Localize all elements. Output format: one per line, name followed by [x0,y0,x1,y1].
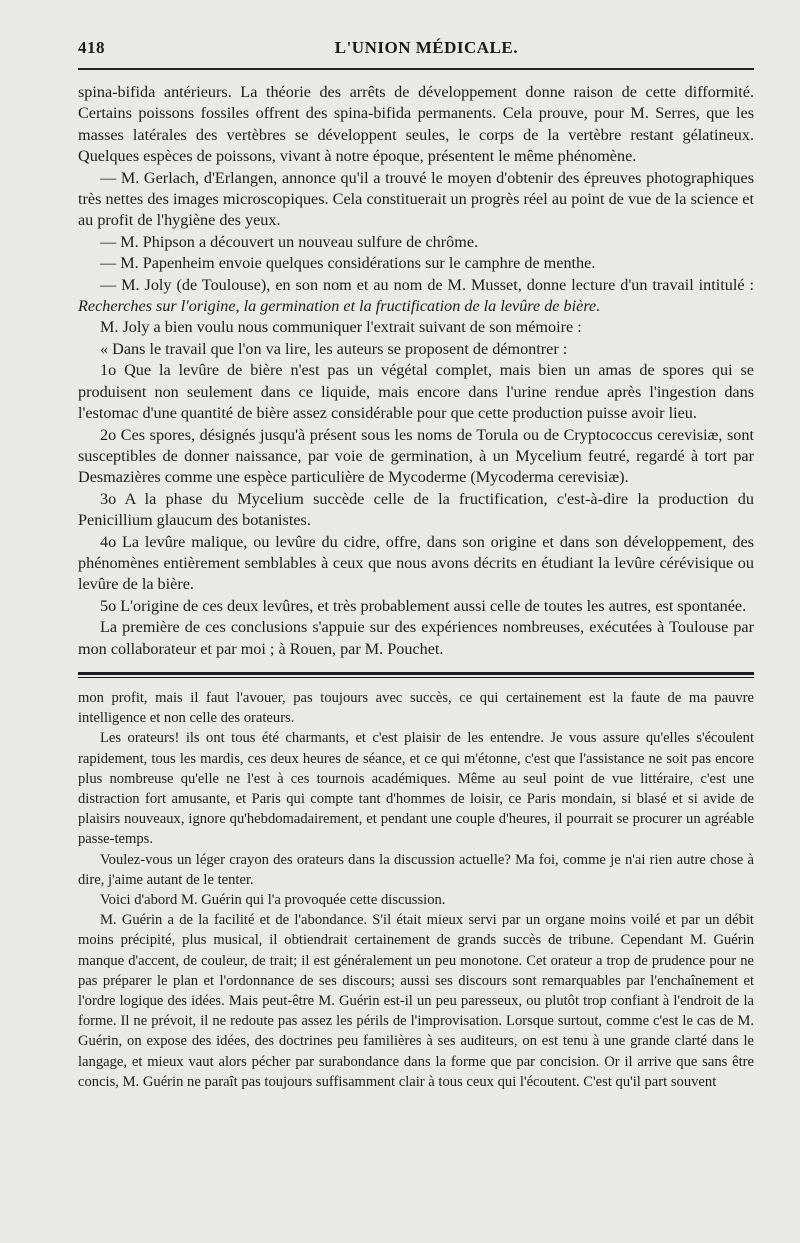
paragraph: 2o Ces spores, désignés jusqu'à présent sous les noms de Torula ou de Cryptococcus cerevisiæ, sont susceptibles de donner naissance, par voie de germination, à un Mycelium feutré, regardé à tort par Desmazières comme une espèce particulière de Mycoderme (Mycoderma cerevisiæ). [78,425,754,487]
academy-report [78,82,754,660]
paragraph: Voici d'abord M. Guérin qui l'a provoquée cette discussion. [100,892,446,908]
journal-title: L'UNION MÉDICALE. [334,38,518,57]
paragraph: 5o L'origine de ces deux levûres, et très probablement aussi celle de toutes les autres, est spontanée. [100,596,747,615]
paragraph-joly [78,275,754,318]
paragraph: « Dans le travail que l'on va lire, les auteurs se proposent de démontrer : [100,339,568,358]
paragraph: — M. Papenheim envoie quelques considérations sur le camphre de menthe. [100,254,596,273]
paragraph: M. Joly a bien voulu nous communiquer l'extrait suivant de son mémoire : [100,318,582,337]
paragraph: — M. Phipson a découvert un nouveau sulfure de chrôme. [100,232,479,251]
paragraph: 4o La levûre malique, ou levûre du cidre, offre, dans son origine et dans son développement, des phénomènes entièrement semblables à ceux que nous avons décrits en étudiant la levûre cérévisique ou levûre de la bière. [78,532,754,594]
paragraph: Les orateurs! ils ont tous été charmants, et c'est plaisir de les entendre. Je vous assure qu'elles s'écoulent rapidement, tous les mardis, ces deux heures de séance, et ce qui m'étonne, c'est que l'assistance ne soit pas encore plus nombreuse qu'elle ne l'est à ces tournois académiques. Même au seul point de vue littéraire, c'est une distraction fort amusante, et Paris qui compte tant d'hommes de loisir, ce Paris mondain, si blasé et si avide de plaisirs nouveaux, ignore qu'hebdomadairement, et pendant une couple d'heures, il pourrait se procurer un agréable passe-temps. [78,730,754,848]
paragraph: 3o A la phase du Mycelium succède celle de la fructification, c'est-à-dire la production du Penicillium glaucum des botanistes. [78,489,754,530]
paragraph: mon profit, mais il faut l'avouer, pas toujours avec succès, ce qui certainement est la faute de ma pauvre intelligence et non celle des orateurs. [78,689,754,727]
paragraph: M. Guérin a de la facilité et de l'abondance. S'il était mieux servi par un organe moins voilé et par un débit moins précipité, plus musical, il obtiendrait certainement de grands succès de tribune. Cependant M. Guérin manque d'accent, de couleur, de trait; il est généralement un peu monotone. Cet orateur a trop de prudence pour ne pas préparer le plan et l'ordonnance de ses discours; aussi ses discours sont remarquables par l'enchaînement et l'ordre logique des idées. Mais peut-être M. Guérin est-il un peu paresseux, ou plutôt trop confiant à l'endroit de la forme. Il ne prévoit, il ne redoute pas assez les périls de l'improvisation. Lorsque surtout, comme c'est le cas de M. Guérin, on expose des idées, des doctrines peu familières à ses auditeurs, on est tenu à une grande clarté dans le langage, et mieux vaut alors pécher par surabondance dans la forme que par concision. Or il arrive que sans être concis, M. Guérin ne paraît pas toujours suffisamment clair à tous ceux qui l'écoutent. C'est qu'il part souvent [78,912,754,1090]
page-header [78,38,754,58]
feuilleton-separator [78,672,754,678]
paragraph: 1o Que la levûre de bière n'est pas un végétal complet, mais bien un amas de spores qui se produisent non seulement dans ce liquide, mais encore dans l'urine rendue après l'ingestion dans l'estomac d'une quantité de bière assez considérable pour que cette production puisse avoir lieu. [78,361,754,423]
work-title: Recherches sur l'origine, la germination et la fructification de la levûre de bière. [78,297,601,316]
paragraph: Voulez-vous un léger crayon des orateurs dans la discussion actuelle? Ma foi, comme je n'ai rien autre chose à dire, j'aime autant de le tenter. [78,851,754,888]
header-rule [78,68,754,70]
paragraph: La première de ces conclusions s'appuie sur des expériences nombreuses, exécutées à Toulouse par mon collaborateur et par moi ; à Rouen, par M. Pouchet. [78,618,754,658]
feuilleton [78,688,754,1092]
joly-lead: — M. Joly (de Toulouse), en son nom et au nom de M. Musset, donne lecture d'un travail intitulé : [100,275,754,294]
paragraph: spina-bifida antérieurs. La théorie des arrêts de développement donne raison de cette difformité. Certains poissons fossiles offrent des spina-bifida permanents. Cela prouve, pour M. Serres, que les masses latérales des vertèbres se développent seules, le corps de la vertèbre restant gélatineux. Quelques espèces de poissons, vivant à notre époque, présentent le même phénomène. [78,83,754,166]
page-number: 418 [78,38,105,57]
paragraph: — M. Gerlach, d'Erlangen, annonce qu'il a trouvé le moyen d'obtenir des épreuves photographiques très nettes des images microscopiques. Cela constituerait un progrès réel au point de vue de la science et au profit de l'hygiène des yeux. [78,168,754,230]
